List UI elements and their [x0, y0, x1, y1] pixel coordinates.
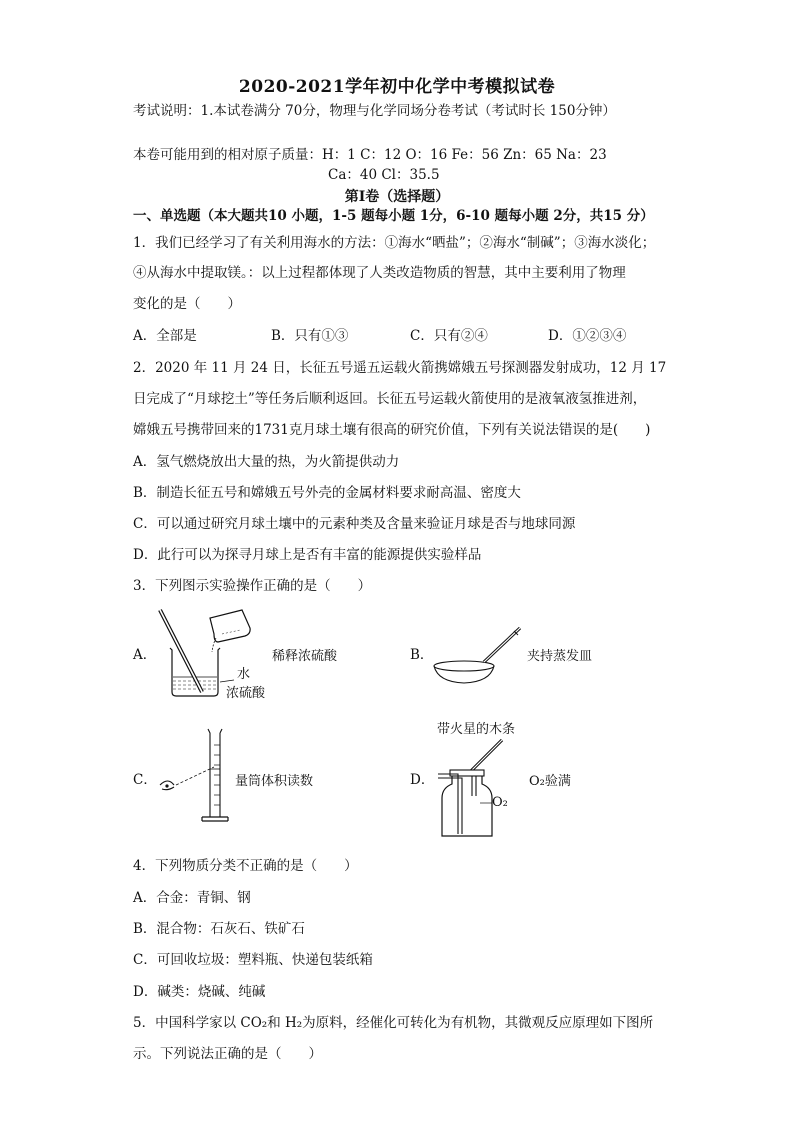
q2-option-a: A．氢气燃烧放出大量的热，为火箭提供动力	[133, 454, 400, 470]
graduated-cylinder-figure	[152, 725, 232, 829]
q3-d-label-splint: 带火星的木条	[437, 722, 516, 737]
section-title: 第Ⅰ卷（选择题）	[344, 189, 450, 205]
q4-stem: 4．下列物质分类不正确的是（ ）	[133, 858, 358, 874]
q4-option-d: D．碱类：烧碱、纯碱	[133, 984, 266, 1000]
q3-c-caption: 量筒体积读数	[235, 774, 314, 789]
q1-option-c: C．只有②④	[410, 328, 488, 344]
q1-option-a: A．全部是	[133, 328, 197, 344]
q1-option-d: D．①②③④	[548, 328, 627, 344]
q5-line-1: 5．中国科学家以 CO₂和 H₂为原料，经催化可转化为有机物，其微观反应原理如下图所	[133, 1015, 654, 1031]
q3-b-caption: 夹持蒸发皿	[527, 649, 593, 664]
q1-option-b: B．只有①③	[271, 328, 349, 344]
q4-option-b: B．混合物：石灰石、铁矿石	[133, 921, 305, 937]
q3-a-label-acid: 浓硫酸	[226, 686, 266, 701]
atomic-mass-line-2: Ca：40 Cl：35.5	[328, 167, 440, 183]
q3-a-label-water: 水	[237, 667, 251, 682]
q5-line-2: 示。下列说法正确的是（ ）	[133, 1046, 322, 1062]
q3-d-label-gas: O₂	[492, 795, 508, 810]
q2-line-1: 2．2020 年 11 月 24 日，长征五号遥五运载火箭携嫦娥五号探测器发射成功，12 月 17	[133, 360, 667, 376]
q3-option-b-letter: B．	[410, 647, 434, 663]
q2-option-c: C．可以通过研究月球土壤中的元素种类及含量来验证月球是否与地球同源	[133, 516, 576, 532]
q1-line-3: 变化的是（ ）	[133, 296, 241, 312]
q2-option-b: B．制造长征五号和嫦娥五号外壳的金属材料要求耐高温、密度大	[133, 485, 521, 501]
evaporating-dish-figure	[430, 624, 530, 686]
exam-title: 2020-2021学年初中化学中考模拟试卷	[238, 77, 556, 97]
q2-line-2: 日完成了“月球挖土”等任务后顺利返回。长征五号运载火箭使用的是液氧液氢推进剂，	[133, 391, 647, 407]
q3-option-c-letter: C．	[133, 772, 157, 788]
exam-instructions: 考试说明：1.本试卷满分 70分，物理与化学同场分卷考试（考试时长 150分钟）	[133, 103, 616, 119]
q3-option-a-letter: A．	[133, 647, 157, 663]
gas-bottle-figure	[428, 736, 528, 840]
q3-option-d-letter: D．	[410, 772, 435, 788]
q3-a-caption: 稀释浓硫酸	[272, 649, 338, 664]
q2-line-3: 嫦娥五号携带回来的1731克月球土壤有很高的研究价值，下列有关说法错误的是( )	[133, 422, 651, 438]
q1-line-1: 1．我们已经学习了有关利用海水的方法：①海水“晒盐”；②海水“制碱”；③海水淡化；	[133, 235, 656, 251]
q4-option-c: C．可回收垃圾：塑料瓶、快递包装纸箱	[133, 952, 373, 968]
q4-option-a: A．合金：青铜、钢	[133, 890, 251, 906]
atomic-mass-line-1: 本卷可能用到的相对原子质量：H：1 C：12 O：16 Fe：56 Zn：65 Na：23	[133, 147, 607, 163]
q2-option-d: D．此行可以为探寻月球上是否有丰富的能源提供实验样品	[133, 547, 482, 563]
section-heading: 一、单选题（本大题共10 小题，1-5 题每小题 1分，6-10 题每小题 2分，共15 分）	[133, 208, 654, 224]
q1-line-2: ④从海水中提取镁。：以上过程都体现了人类改造物质的智慧，其中主要利用了物理	[133, 265, 626, 281]
q3-stem: 3．下列图示实验操作正确的是（ ）	[133, 578, 372, 594]
q3-d-caption: O₂验满	[529, 774, 571, 789]
